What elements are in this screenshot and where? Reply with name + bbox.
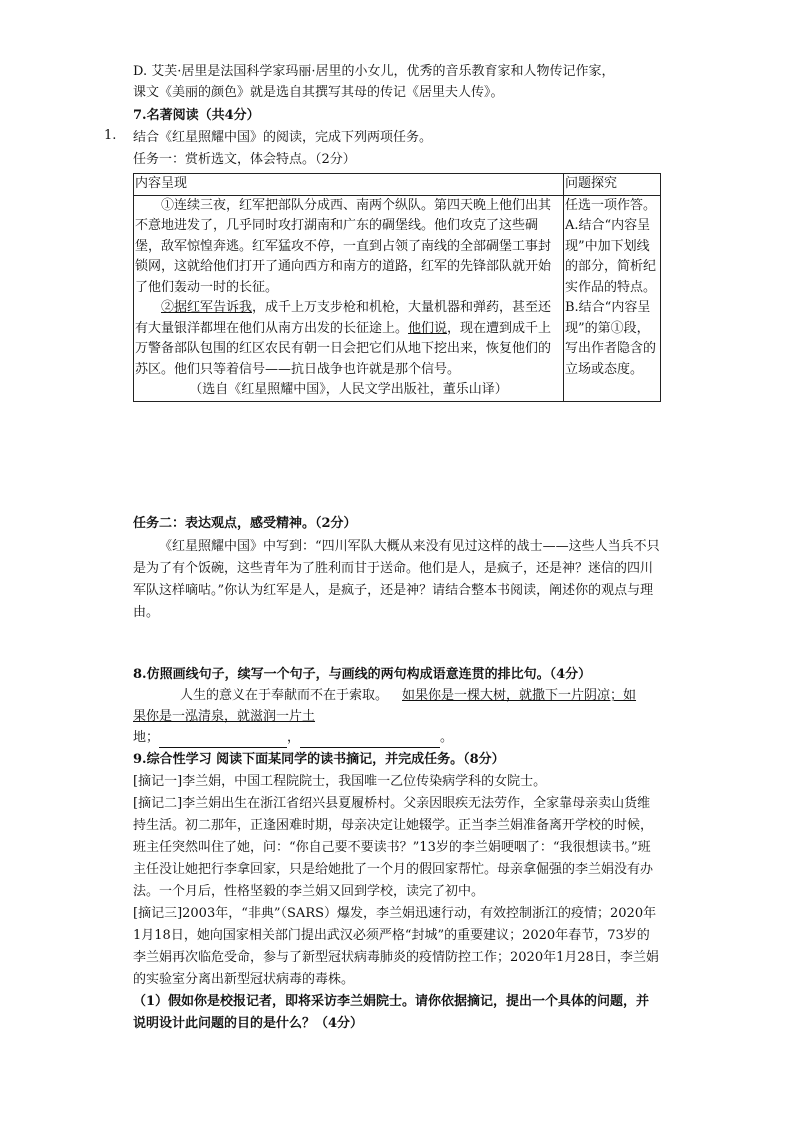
q7-task1-title: 任务一：赏析选文，体会特点。（2分）: [133, 152, 356, 167]
q7-task2-text: 《红星照耀中国》中写到：“四川军队大概从来没有见过这样的战士——这些人当兵不只是为了有个饭碗，这些青年为了胜利而甘于送命。他们是人，是疯子，还是神？迷信的四川军队这样嘀咕。”你认为红军是人，是疯子，还是神？请结合整本书阅读，阐述你的观点与理由。: [133, 539, 660, 620]
answer-blank-1[interactable]: [159, 733, 287, 748]
option-d-line2: 课文《美丽的颜色》就是选自其撰写其母的传记《居里夫人传》。: [133, 85, 504, 100]
table-question-cell: 任选一项作答。A.结合“内容呈现”中加下划线的部分，简析纪实作品的特点。B.结合“内容呈现”的第①段，写出作者隐含的立场或态度。: [564, 195, 661, 401]
q8-underlined-2: 果你是一泓清泉，就滋润一片土: [133, 709, 316, 724]
passage-para1: ①连续三夜，红军把部队分成西、南两个纵队。第四天晚上他们出其不意地进发了，几乎同时攻打湖南和广东的碉堡线。他们攻克了这些碉堡，敌军惊惶奔逃。红军猛攻不停，一直到占领了南线的全部碉堡工事封锁网，这就给他们打开了通向西方和南方的道路，红军的先锋部队就开始了他们轰动一时的长征。: [135, 197, 552, 295]
q9-excerpt1: [摘记一]李兰娟，中国工程院院士，我国唯一乙位传染病学科的女院士。: [133, 774, 547, 789]
passage-source: （选自《红星照耀中国》，人民文学出版社，董乐山译）: [189, 382, 508, 397]
q7-intro: 结合《红星照耀中国》的阅读，完成下列两项任务。: [133, 130, 433, 145]
table-header-content: 内容呈现: [134, 174, 564, 196]
q8-underlined-1: 如果你是一棵大树，就撒下一片阴凉；如: [402, 688, 637, 703]
passage-para2: ②据红军告诉我，成千上万支步枪和机枪，大量机器和弹药，甚至还有大量银洋都埋在他们从南方出发的长征途上。他们说，现在遭到成千上万警备部队包围的红区农民有朝一日会把它们从地下挖出来，恢复他们的苏区。他们只等着信号——抗日战争也许就是那个信号。: [135, 300, 552, 377]
reading-table: [133, 173, 661, 402]
q7-item-number: 1.: [104, 128, 117, 143]
option-d-line1: D. 艾芙·居里是法国科学家玛丽·居里的小女儿，优秀的音乐教育家和人物传记作家，: [133, 64, 615, 79]
q8-tail: 地；: [133, 730, 160, 745]
q7-task2-title: 任务二：表达观点，感受精神。（2分）: [133, 516, 357, 531]
answer-blank-2[interactable]: [300, 733, 440, 748]
q9-excerpt3: [摘记三]2003年，“非典”（SARS）爆发，李兰娟迅速行动，有效控制浙江的疫情；2020年1月18日，她向国家相关部门提出武汉必须严格“封城”的重要建议；2020年春节，73岁的李兰娟再次临危受命，参与了新型冠状病毒肺炎的疫情防控工作；2020年1月28日，李兰娟的实验室分离出新型冠状病毒的毒株。: [133, 906, 659, 987]
q9-task1: （1）假如你是校报记者，即将采访李兰娟院士。请你依据摘记，提出一个具体的问题，并说明设计此问题的目的是什么？（4分）: [133, 994, 650, 1031]
table-content-cell: [134, 195, 564, 401]
q7-title: 7.名著阅读（共4分）: [133, 108, 260, 123]
underline-phrase-1: ②据红军告诉我: [161, 300, 253, 315]
q8-title: 8.仿照画线句子，续写一个句子，与画线的两句构成语意连贯的排比句。（4分）: [133, 667, 592, 682]
underline-phrase-2: 他们说: [408, 320, 448, 336]
q9-title: 9.综合性学习 阅读下面某同学的读书摘记，并完成任务。（8分）: [133, 752, 505, 767]
q8-line1: [180, 686, 636, 706]
q8-lead: 人生的意义在于奉献而不在于索取。: [180, 688, 389, 703]
q9-excerpt2: [摘记二]李兰娟出生在浙江省绍兴县夏履桥村。父亲因眼疾无法劳作，全家靠母亲卖山货维持生活。初二那年，正逢困难时期，母亲决定让她辍学。正当李兰娟准备离开学校的时候，班主任突然叫住了她，问：“你自己要不要读书？”13岁的李兰娟哽咽了：“我很想读书。”班主任没让她把行李拿回家，只是给她批了一个月的假回家帮忙。母亲拿倔强的李兰娟没有办法。一个月后，性格坚毅的李兰娟又回到学校，读完了初中。: [133, 796, 654, 899]
q8-line2: [133, 707, 315, 727]
table-header-question: 问题探究: [564, 174, 661, 196]
q8-answer-line: 地； ， 。: [133, 728, 453, 748]
